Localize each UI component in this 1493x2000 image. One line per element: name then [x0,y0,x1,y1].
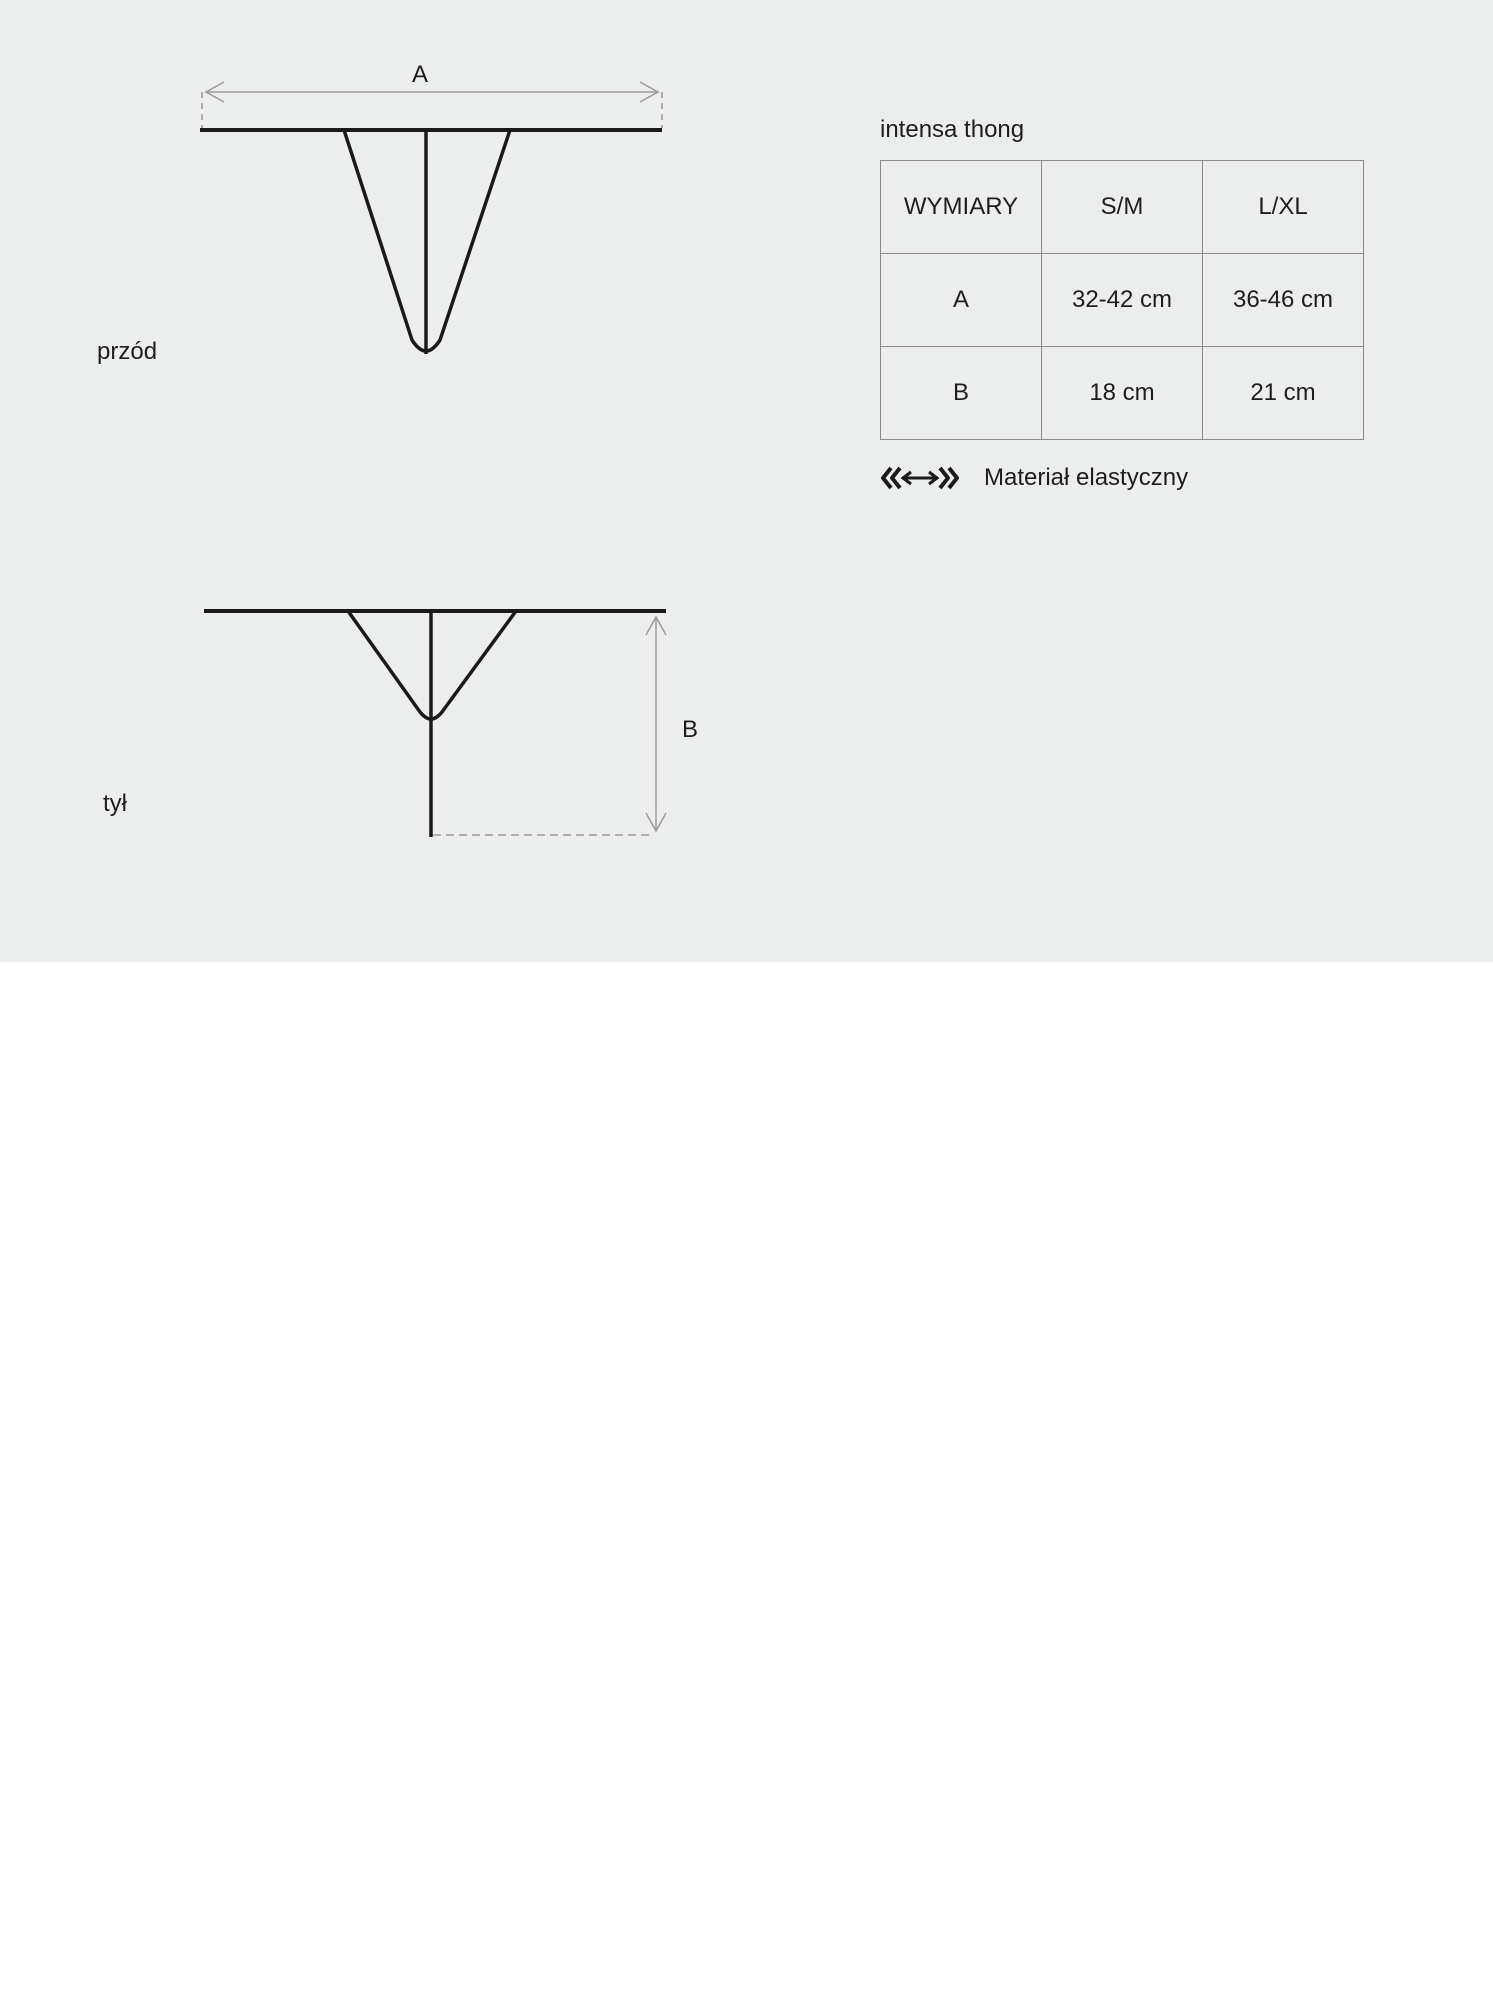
table-cell: 18 cm [1042,347,1203,440]
table-cell: 21 cm [1203,347,1364,440]
back-view-drawing [204,611,698,837]
header-cell-dimensions: WYMIARY [881,161,1042,254]
legend [880,464,1188,492]
table-cell: 36-46 cm [1203,254,1364,347]
front-view-drawing [200,61,662,354]
table-cell: 32-42 cm [1042,254,1203,347]
dimension-b-label: B [681,716,699,743]
legend-label: Materiał elastyczny [984,464,1189,491]
size-chart-table [880,160,1364,440]
product-sheet-panel [0,0,1493,962]
row-label-cell: B [881,347,1042,440]
table-row [881,254,1364,347]
table-header-row [881,161,1364,254]
front-view-label: przód [97,338,158,365]
product-title: intensa thong [880,116,1025,143]
back-view-label: tył [103,790,127,817]
elastic-stretch-icon [880,464,960,492]
row-label-cell: A [881,254,1042,347]
table-row [881,347,1364,440]
dimension-a-label: A [411,61,429,88]
header-cell-size-sm: S/M [1042,161,1203,254]
header-cell-size-lxl: L/XL [1203,161,1364,254]
